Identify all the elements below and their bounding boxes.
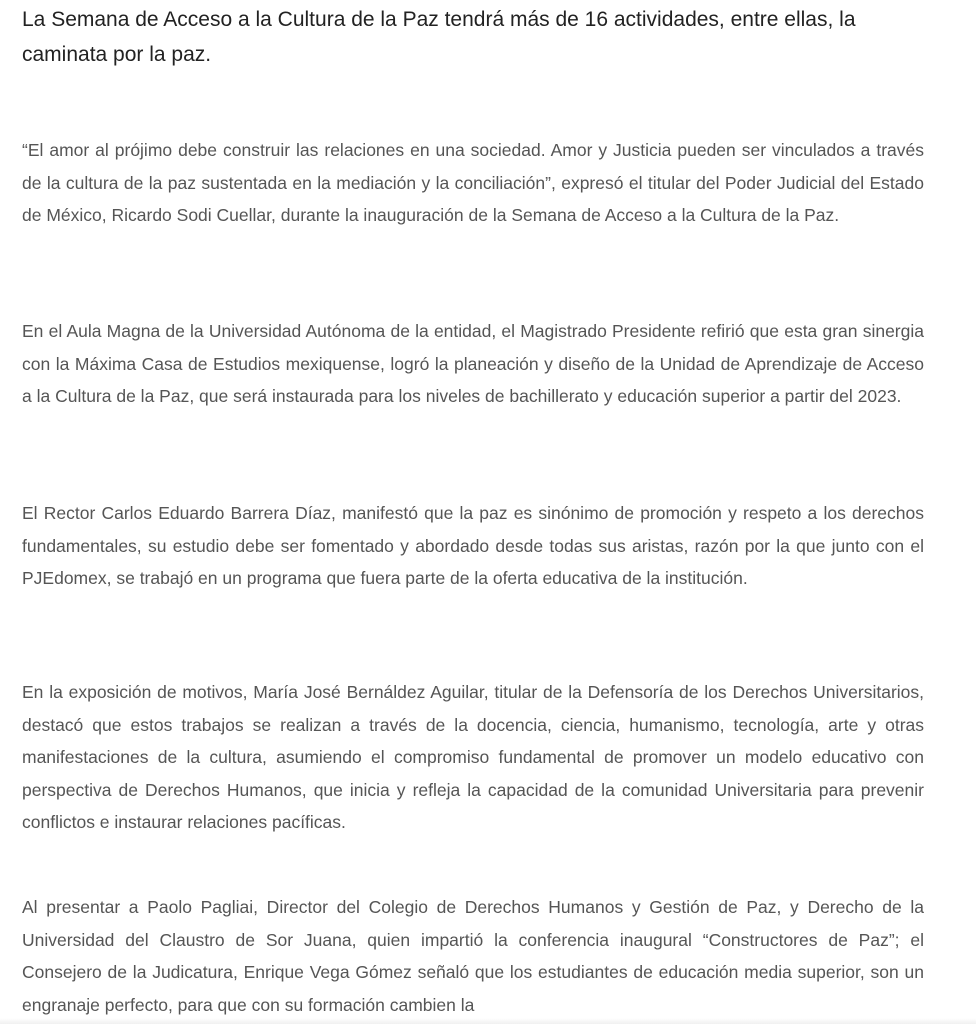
article-paragraph-1: “El amor al prójimo debe construir las relaciones en una sociedad. Amor y Justicia pueden ser vinculados a través de la cultura de la paz sustentada en la mediación y la conciliación”, expresó el titular del Poder Judicial del Estado de México, Ricardo Sodi Cuellar, durante la inauguración de la Semana de Acceso a la Cultura de la Paz. bbox=[22, 140, 924, 225]
article-body bbox=[22, 0, 924, 1015]
page-bottom-edge bbox=[0, 1018, 976, 1024]
article-paragraph-3: El Rector Carlos Eduardo Barrera Díaz, manifestó que la paz es sinónimo de promoción y respeto a los derechos fundamentales, su estudio debe ser fomentado y abordado desde todas sus aristas, razón por la que junto con el PJEdomex, se trabajó en un programa que fuera parte de la oferta educativa de la institución. bbox=[22, 503, 924, 588]
article-headline: La Semana de Acceso a la Cultura de la Paz tendrá más de 16 actividades, entre ellas, la caminata por la paz. bbox=[22, 8, 856, 66]
article-paragraph-2: En el Aula Magna de la Universidad Autónoma de la entidad, el Magistrado Presidente refirió que esta gran sinergia con la Máxima Casa de Estudios mexiquense, logró la planeación y diseño de la Unidad de Aprendizaje de Acceso a la Cultura de la Paz, que será instaurada para los niveles de bachillerato y educación superior a partir del 2023. bbox=[22, 321, 924, 406]
article-paragraph-5: Al presentar a Paolo Pagliai, Director del Colegio de Derechos Humanos y Gestión de Paz, y Derecho de la Universidad del Claustro de Sor Juana, quien impartió la conferencia inaugural “Constructores de Paz”; el Consejero de la Judicatura, Enrique Vega Gómez señaló que los estudiantes de educación media superior, son un engranaje perfecto, para que con su formación cambien la bbox=[22, 897, 924, 1015]
article-paragraph-4: En la exposición de motivos, María José Bernáldez Aguilar, titular de la Defensoría de los Derechos Universitarios, destacó que estos trabajos se realizan a través de la docencia, ciencia, humanismo, tecnología, arte y otras manifestaciones de la cultura, asumiendo el compromiso fundamental de promover un modelo educativo con perspectiva de Derechos Humanos, que inicia y refleja la capacidad de la comunidad Universitaria para prevenir conflictos e instaurar relaciones pacíficas. bbox=[22, 682, 924, 832]
